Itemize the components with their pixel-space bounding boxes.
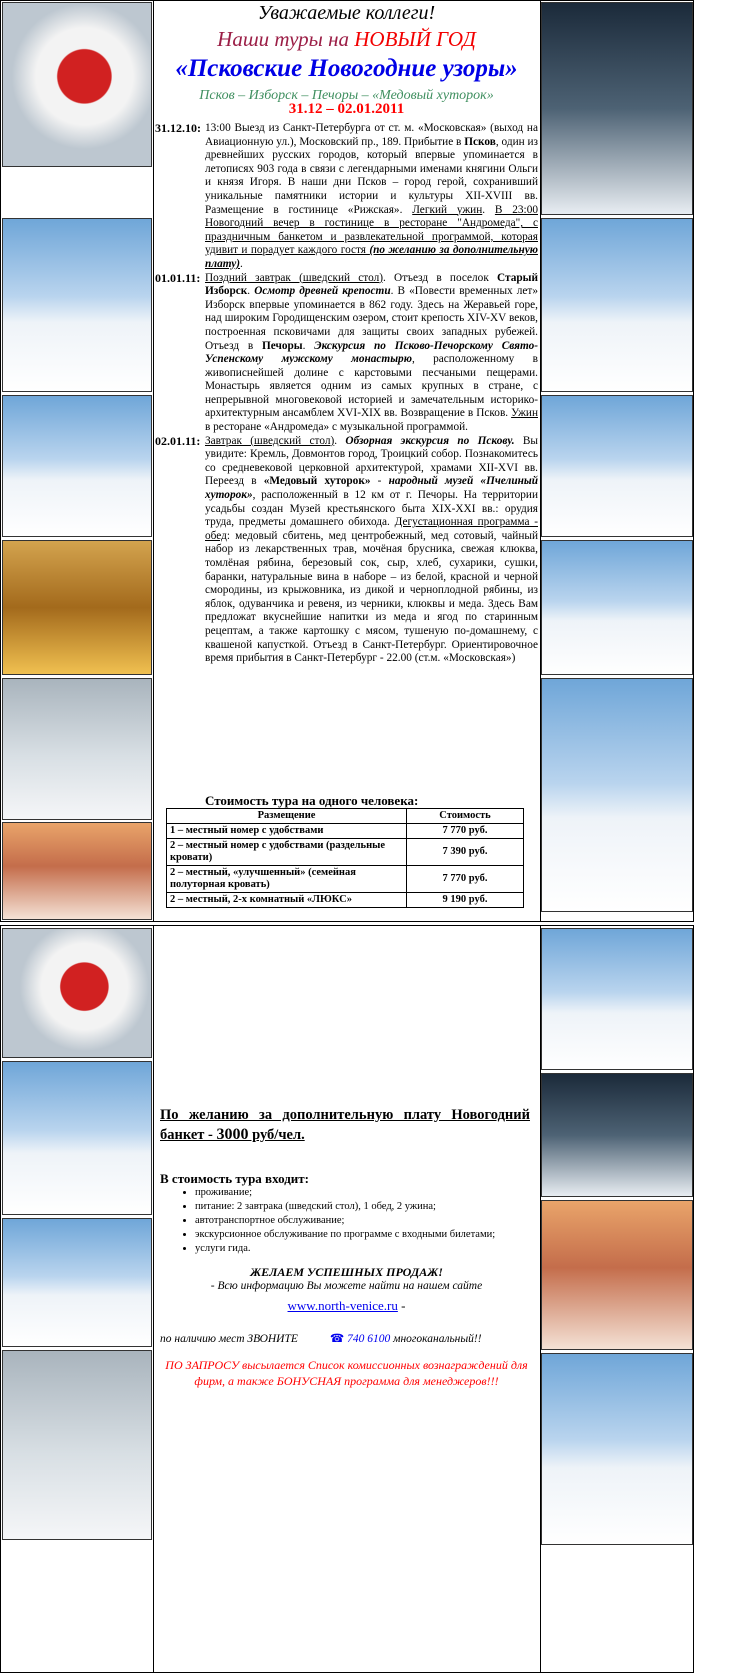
day-description	[205, 272, 538, 435]
ded-moroz-photo	[2, 928, 152, 1058]
text-run: , расположенному в живописнейшей долине с карстовыми песчаными пещерами. Монастырь является одним из самых крупных в стране, с непрерывной многовековой историей и замечательным историко-архитектурным ансамблем XVI-XIX вв. Возвращение в Псков.	[205, 353, 538, 420]
day-date: 01.01.11:	[155, 270, 201, 285]
program-day	[155, 122, 538, 272]
pechory-tower-photo	[541, 1353, 693, 1545]
includes-title: В стоимость тура входит:	[160, 1171, 309, 1186]
honeycomb-bees-photo	[2, 540, 152, 675]
phone-number: 740 6100	[347, 1333, 391, 1345]
greeting: Уважаемые коллеги!	[257, 2, 436, 24]
text-run: Легкий ужин	[412, 203, 483, 216]
tower-photo	[541, 218, 693, 392]
extra-banquet-note	[160, 1106, 530, 1145]
tour-dates: 31.12 – 02.01.2011	[288, 101, 405, 117]
text-run: Вы увидите: Кремль, Довмонтов город, Троицкий собор. Познакомитесь со средневековой церковной архитектурой, храмами XII-XVI вв. Переезд в	[205, 434, 538, 488]
text-run: (по желанию за дополнительную плату)	[205, 244, 538, 270]
wish-text: ЖЕЛАЕМ УСПЕШНЫХ ПРОДАЖ!	[250, 1265, 443, 1279]
monastery-sunset-photo	[541, 1200, 693, 1350]
call-text: по наличию мест ЗВОНИТЕ	[160, 1333, 298, 1345]
tour-program	[155, 122, 538, 666]
divider	[153, 926, 154, 1672]
program-day	[155, 272, 538, 435]
divider	[153, 1, 154, 921]
room-type: 1 – местный номер с удобствами	[167, 824, 407, 839]
table-row	[167, 839, 524, 866]
day-description	[205, 122, 538, 272]
text-run: Ужин	[511, 407, 538, 420]
room-type: 2 – местный номер с удобствами (раздельные кровати)	[167, 839, 407, 866]
tour-title: «Псковские Новогодние узоры»	[175, 55, 518, 82]
text-run: Печоры	[261, 339, 303, 352]
room-price: 9 190 руб.	[407, 893, 524, 908]
text-run: народный музей «Пчелиный хуторок»	[205, 475, 538, 502]
text-run: Завтрак (шведский стол)	[205, 434, 335, 447]
kremlin-winter-photo	[2, 1218, 152, 1347]
text-run: в ресторане «Андромеда» с музыкальной программой.	[205, 421, 468, 434]
header-accommodation: Размещение	[167, 809, 407, 824]
text-run: Псков	[464, 135, 496, 148]
text-run: . Отъезд в поселок	[383, 271, 498, 284]
table-row	[167, 866, 524, 893]
text-run: .	[334, 434, 346, 447]
day-description	[205, 435, 538, 666]
list-item: • проживание;	[195, 1186, 555, 1200]
table-row	[167, 824, 524, 839]
text-run: , один из древнейших русских городов, который впервые упоминается в летописях 903 года в связи с легендарными именами княгини Ольги и князя Игоря. В наши дни Псков – город герой, сохранивший уникальные памятники истории и культуры XII-XVIII вв. Размещение в гостинице «Рижская».	[205, 135, 539, 216]
call-line	[160, 1331, 543, 1345]
text-run: -	[370, 475, 389, 488]
tours-heading	[155, 27, 538, 52]
room-price: 7 770 руб.	[407, 866, 524, 893]
website-line	[155, 1298, 538, 1314]
list-item: • питание: 2 завтрака (шведский стол), 1 обед, 2 ужина;	[195, 1200, 555, 1214]
table-row	[167, 893, 524, 908]
trinity-cathedral-photo	[541, 540, 693, 675]
extra-amount: 3000	[216, 1126, 249, 1143]
phone-suffix: многоканальный!!	[390, 1333, 482, 1345]
text-run: Обзорная экскурсия по Пскову.	[345, 434, 515, 447]
info-text: - Всю информацию Вы можете найти на нашем сайте	[210, 1280, 483, 1292]
site-suffix: -	[397, 1298, 406, 1313]
price-header-row	[167, 809, 524, 824]
cathedral-photo	[2, 1350, 152, 1540]
extra-unit: руб/чел.	[248, 1127, 305, 1143]
winter-trees-photo	[541, 395, 693, 537]
room-price: 7 390 руб.	[407, 839, 524, 866]
fortress-tower-photo	[2, 678, 152, 820]
text-run: , расположенный в 12 км от г. Печоры. На территории усадьбы создан Музей крестьянского быта XIX-XXI вв.: орудия труда, предметы домашнего обихода.	[205, 489, 538, 529]
text-run: «Медовый хуторок»	[263, 475, 371, 488]
day-date: 31.12.10:	[155, 121, 201, 135]
santa-claus-photo	[2, 2, 152, 167]
kremlin-river-photo	[541, 928, 693, 1070]
text-run: В 23:00 Новогодний вечер в гостинице в ресторане "Андромеда", с праздничным банкетом и развлекательной программой, которая удивит и порадует каждого гостя	[205, 203, 538, 257]
monastery-photo	[2, 822, 152, 920]
text-run: Экскурсия по Псково-Печорскому Свято-Успенскому мужскому монастырю	[205, 339, 538, 366]
tours-prefix: Наши туры на	[217, 27, 355, 51]
swan-photo	[541, 1073, 693, 1197]
price-table	[166, 808, 524, 908]
website-link[interactable]: www.north-venice.ru	[287, 1298, 398, 1313]
list-item: • автотранспортное обслуживание;	[195, 1214, 555, 1228]
text-run: .	[482, 203, 495, 216]
round-tower-photo	[541, 678, 693, 912]
izborsk-fortress-photo	[2, 218, 152, 392]
room-type: 2 – местный, «улучшенный» (семейная полуторная кровать)	[167, 866, 407, 893]
text-run: Старый Изборск	[205, 271, 538, 298]
snowy-church-photo	[2, 1061, 152, 1215]
text-run: .	[247, 285, 255, 298]
list-item: • экскурсионное обслуживание по программе с входными билетами;	[195, 1228, 555, 1242]
includes-list	[175, 1186, 555, 1256]
text-run: . В «Повести временных лет» Изборск впервые упоминается в 862 году. Здесь на Жеравьей горе, над широким Городищенским озером, стоит крепость XIV-XV веков, построенная псковичами для защиты своих западных рубежей. Отъезд в	[205, 285, 538, 352]
price-title: Стоимость тура на одного человека:	[205, 793, 419, 808]
tours-highlight: НОВЫЙ ГОД	[354, 27, 476, 51]
text-run: : медовый сбитень, мед центробежный, мед сотовый, чайный набор из лекарственных трав, мочёная брусника, свежая клюква, томлёная рябина, березовый сок, сыр, хлеб, сухарики, сушки, баранки, натуральные вина в наборе – из белой, красной и черной смородины, из крыжовника, из дикой и черноплодной рябины, из яблок, одуванчика и ревеня, из черники, клюквы и меда. Здесь Вам предложат вкуснейшие напитки из меда и ягод по старинным рецептам, а также картошку с мясом, тушеную по-домашнему, с квашеной капусткой. Отъезд в Санкт-Петербург. Ориентировочное время прибытия в Санкт-Петербург - 22.00 (ст.м. «Московская»)	[205, 529, 538, 665]
pskov-kremlin-photo	[2, 395, 152, 537]
header-cost: Стоимость	[407, 809, 524, 824]
list-item: • услуги гида.	[195, 1242, 555, 1256]
room-type: 2 – местный, 2-х комнатный «ЛЮКС»	[167, 893, 407, 908]
tour-route: Псков – Изборск – Печоры – «Медовый хуторок»	[199, 88, 494, 103]
text-run: Поздний завтрак (шведский стол)	[205, 271, 383, 284]
day-date: 02.01.11:	[155, 433, 201, 448]
request-note: ПО ЗАПРОСУ высылается Список комиссионных вознаграждений для фирм, а также БОНУСНАЯ программа для менеджеров!!!	[165, 1358, 528, 1388]
extra-text: По желанию за дополнительную плату Новогодний банкет -	[160, 1107, 530, 1143]
text-run: 13:00 Выезд из Санкт-Петербурга от ст. м. «Московская» (выход на Авиационную ул.), Московский пр., 189. Прибытие в	[205, 122, 538, 148]
phone-icon: ☎	[329, 1333, 345, 1345]
room-price: 7 770 руб.	[407, 824, 524, 839]
snowy-forest-photo	[541, 2, 693, 215]
program-day	[155, 435, 538, 666]
text-run: Дегустационная программа - обед	[205, 516, 538, 542]
text-run: Осмотр древней крепости	[254, 285, 391, 298]
text-run: .	[240, 257, 243, 270]
text-run: .	[302, 339, 315, 352]
